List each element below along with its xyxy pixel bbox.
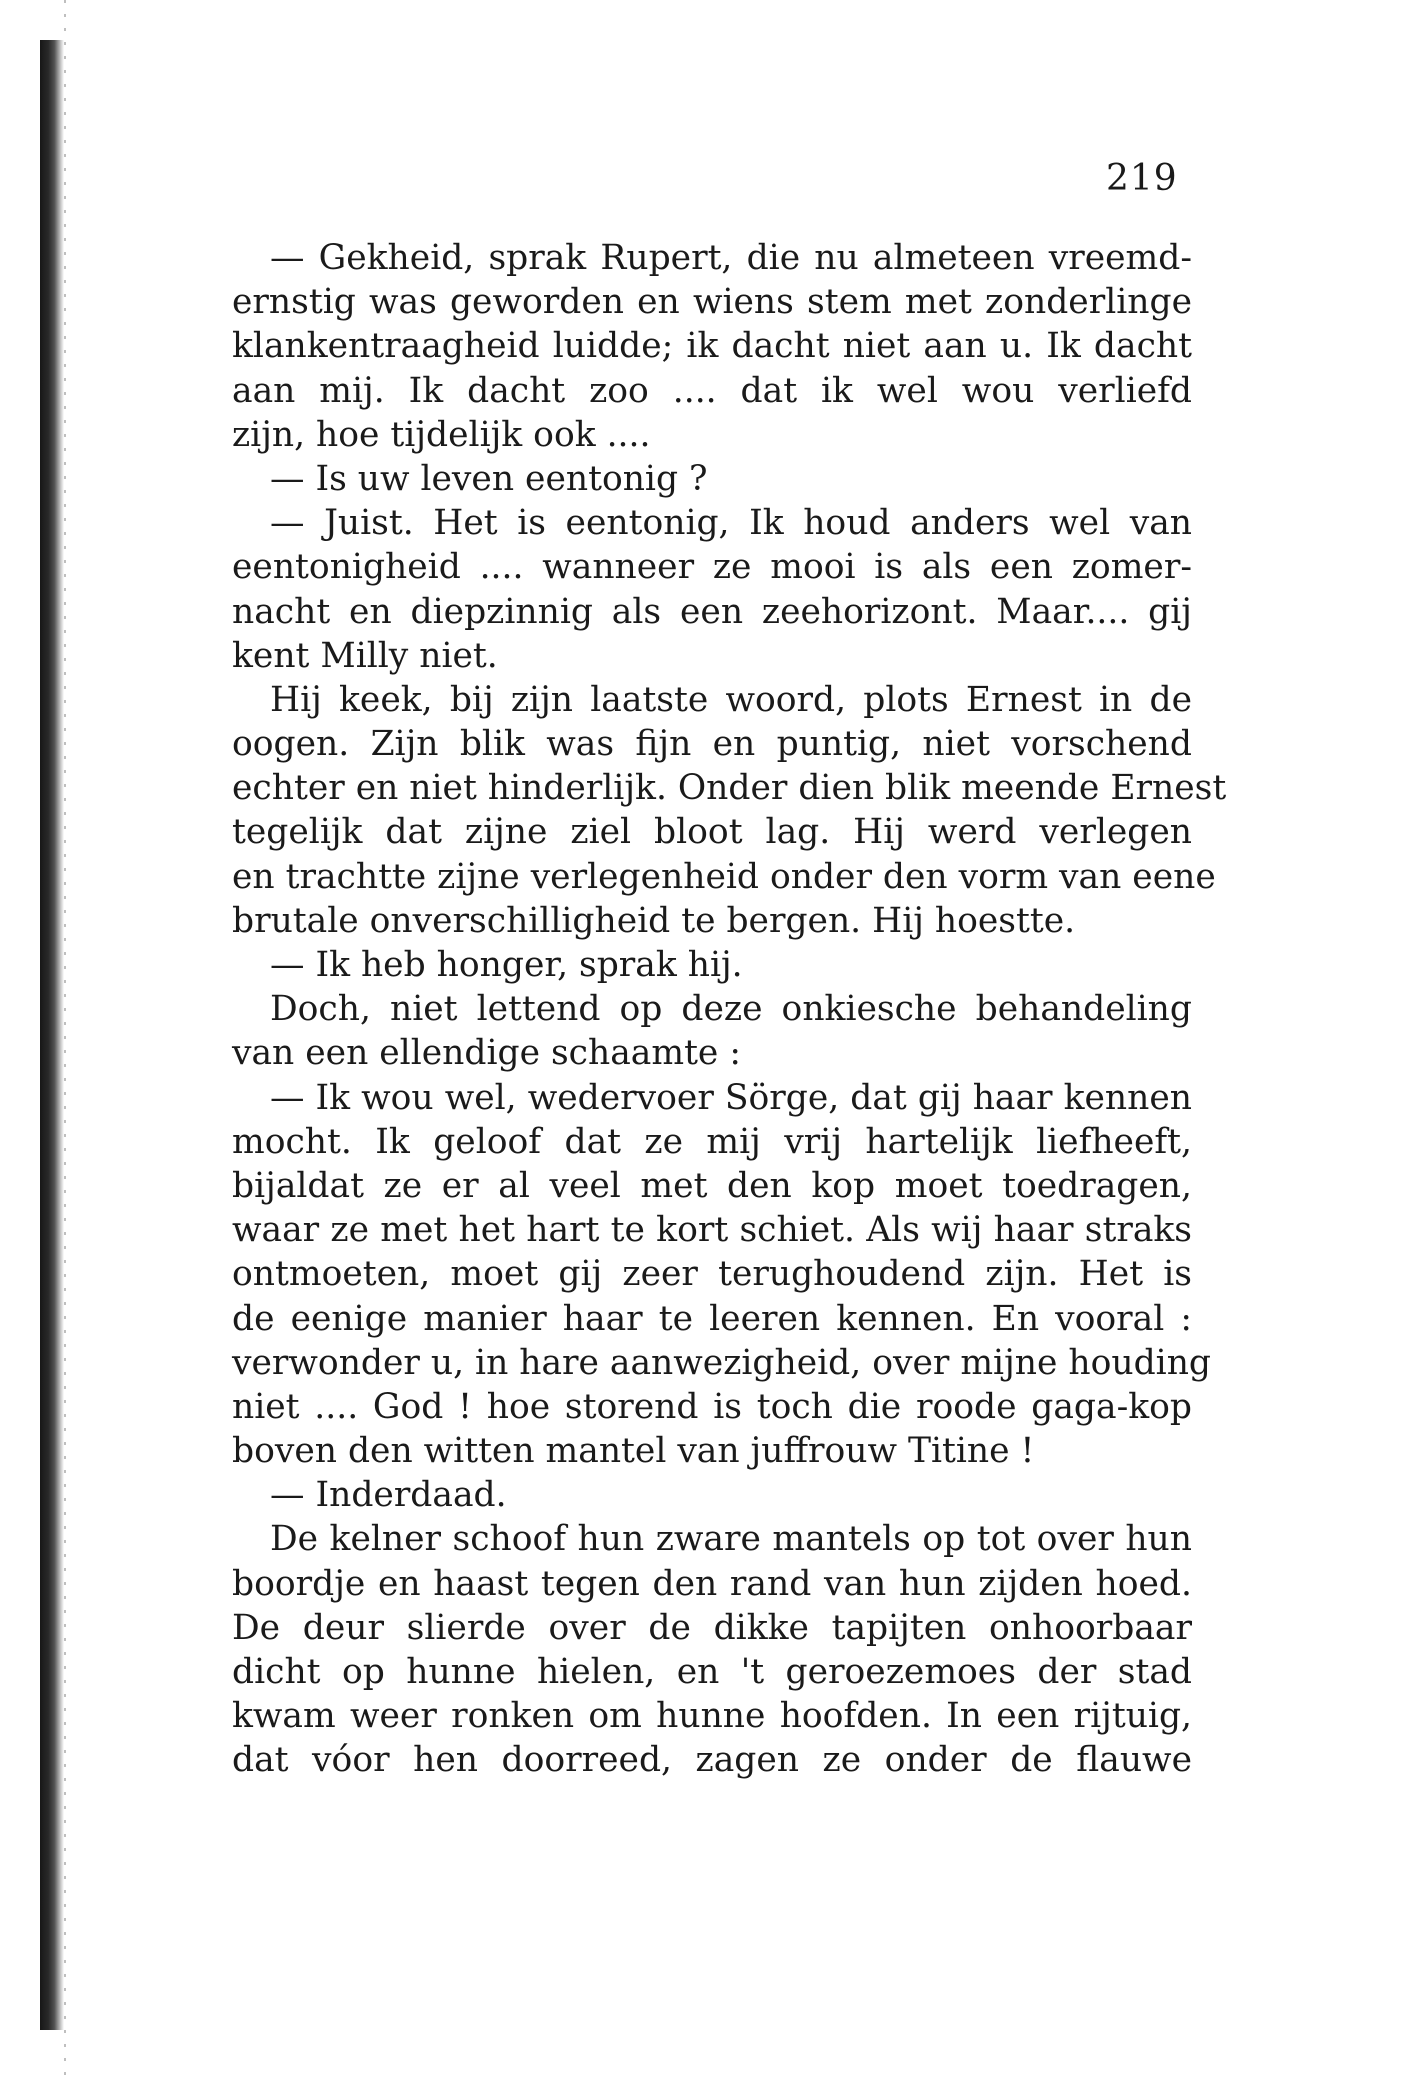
text-line: kent Milly niet.: [232, 635, 498, 676]
text-line: boordje en haast tegen den rand van hun zijden hoed.: [232, 1563, 1192, 1604]
text-line: dicht op hunne hielen, en 't geroezemoes der stad: [232, 1652, 1192, 1692]
text-line: echter en niet hinderlijk. Onder dien blik meende Ernest: [232, 768, 1227, 809]
text-line: boven den witten mantel van juffrouw Titine !: [232, 1431, 1035, 1472]
text-line: brutale onverschilligheid te bergen. Hij hoestte.: [232, 900, 1076, 941]
text-line: nacht en diepzinnig als een zeehorizont. Maar.... gij: [232, 591, 1192, 632]
text-line: en trachtte zijne verlegenheid onder den vorm van eene: [232, 856, 1216, 897]
text-line: de eenige manier haar te leeren kennen. En vooral :: [232, 1298, 1192, 1339]
text-line: eentonigheid .... wanneer ze mooi is als een zomer-: [232, 547, 1192, 588]
text-line: zijn, hoe tijdelijk ook ....: [232, 414, 651, 455]
text-line: verwonder u, in hare aanwezigheid, over mijne houding: [232, 1342, 1212, 1383]
book-spine-shadow: [40, 40, 64, 2030]
text-line: van een ellendige schaamte :: [232, 1033, 741, 1074]
text-line: — Juist. Het is eentonig, Ik houd anders wel van: [270, 503, 1192, 544]
gutter-texture: [64, 0, 66, 2084]
page-number: 219: [1106, 158, 1178, 199]
text-line: mocht. Ik geloof dat ze mij vrij hartelijk liefheeft,: [232, 1121, 1192, 1162]
text-line: bijaldat ze er al veel met den kop moet toedragen,: [232, 1165, 1192, 1206]
text-line: — Gekheid, sprak Rupert, die nu almeteen vreemd-: [270, 238, 1192, 278]
text-line: niet .... God ! hoe storend is toch die roode gaga-kop: [232, 1386, 1192, 1427]
text-line: tegelijk dat zijne ziel bloot lag. Hij werd verlegen: [232, 812, 1192, 853]
text-line: — Inderdaad.: [270, 1475, 507, 1516]
text-line: — Ik heb honger, sprak hij.: [270, 945, 743, 985]
text-line: oogen. Zijn blik was fijn en puntig, niet vorschend: [232, 724, 1192, 765]
text-line: ernstig was geworden en wiens stem met zonderlinge: [232, 282, 1192, 323]
text-line: — Ik wou wel, wedervoer Sörge, dat gij haar kennen: [270, 1077, 1192, 1118]
text-line: Doch, niet lettend op deze onkiesche behandeling: [270, 989, 1192, 1030]
text-line: aan mij. Ik dacht zoo .... dat ik wel wou verliefd: [232, 370, 1192, 411]
text-line: De kelner schoof hun zware mantels op tot over hun: [270, 1519, 1192, 1560]
text-line: waar ze met het hart te kort schiet. Als wij haar straks: [232, 1210, 1192, 1251]
text-line: dat vóor hen doorreed, zagen ze onder de flauwe: [232, 1740, 1192, 1781]
body-text: [232, 236, 1227, 1783]
text-line: ontmoeten, moet gij zeer terughoudend zijn. Het is: [232, 1254, 1192, 1295]
text-line: kwam weer ronken om hunne hoofden. In een rijtuig,: [232, 1696, 1192, 1737]
text-line: — Is uw leven eentonig ?: [270, 458, 708, 499]
text-line: klankentraagheid luidde; ik dacht niet aan u. Ik dacht: [232, 326, 1192, 367]
text-line: Hij keek, bij zijn laatste woord, plots Ernest in de: [270, 679, 1192, 720]
text-line: De deur slierde over de dikke tapijten onhoorbaar: [232, 1607, 1192, 1648]
